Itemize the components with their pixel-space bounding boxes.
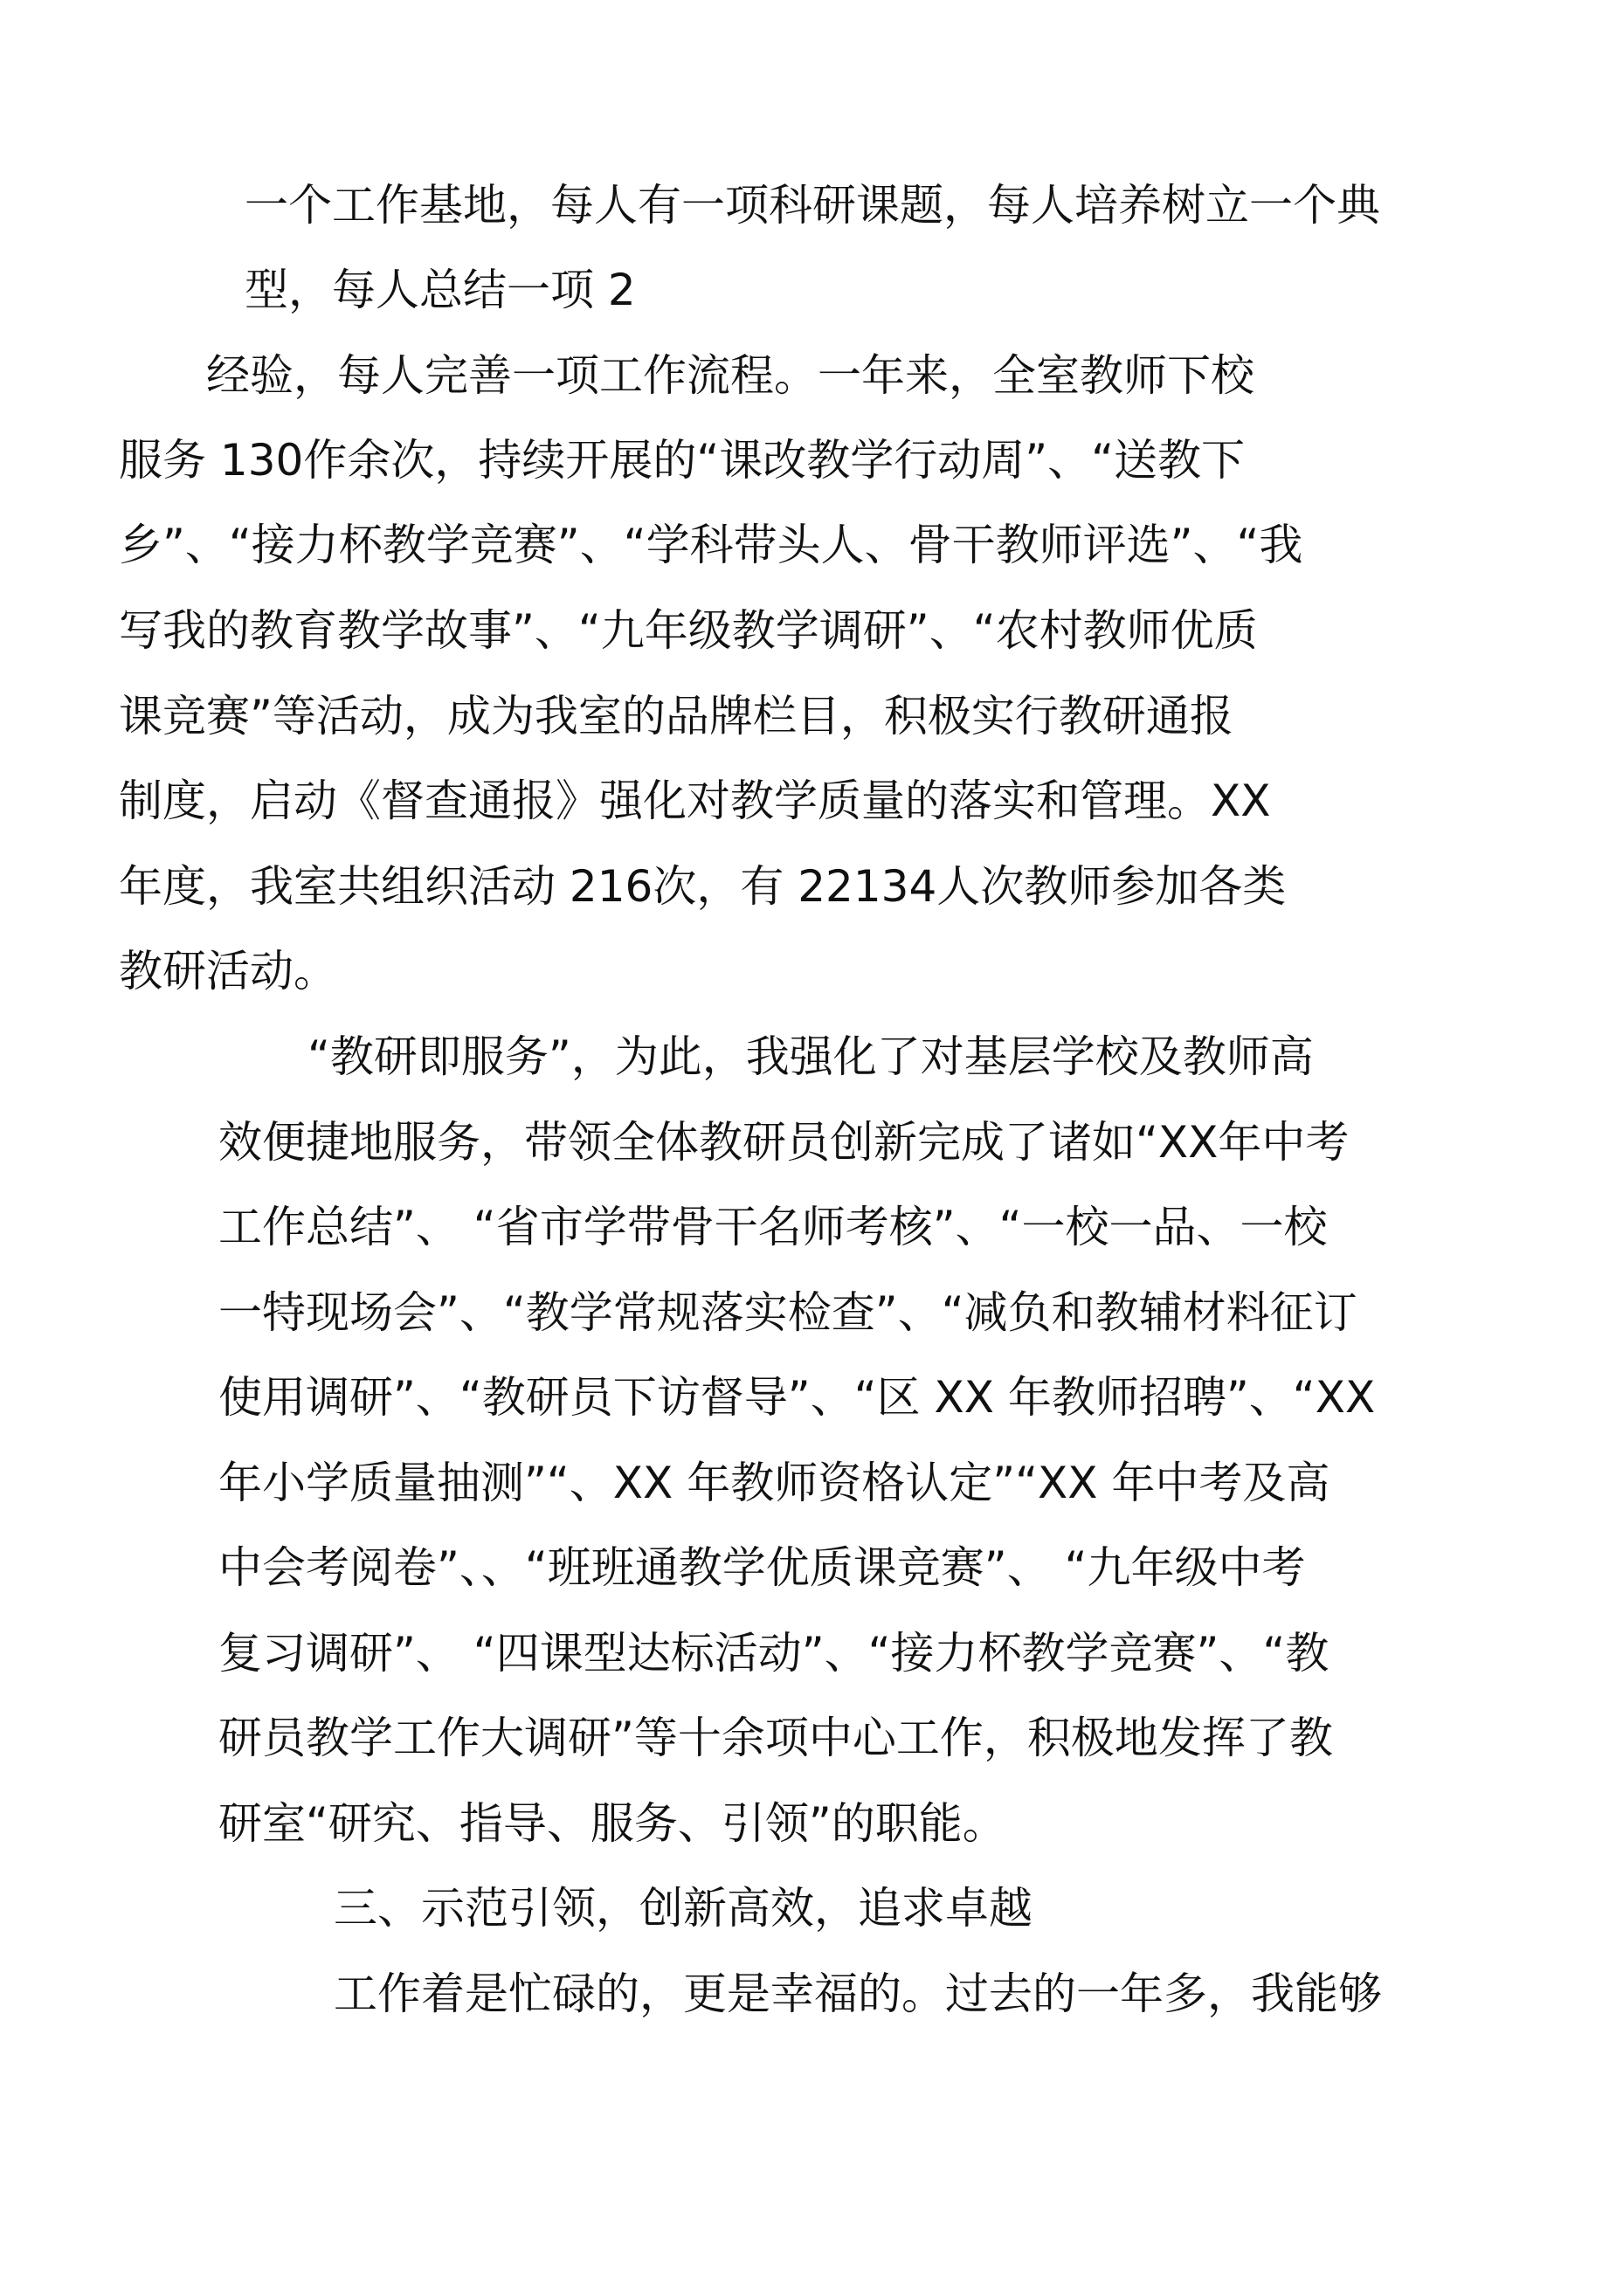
text-line-8: 制度，启动《督查通报》强化对教学质量的落实和管理。XX — [119, 776, 1271, 826]
section-heading: 三、示范引领，创新高效，追求卓越 — [334, 1883, 1033, 1934]
text-line-16: 年小学质量抽测”“、XX 年教师资格认定”“XX 年中考及高 — [218, 1458, 1330, 1508]
text-line-6: 写我的教育教学故事”、“九年级教学调研”、“农村教师优质 — [119, 605, 1258, 656]
text-line-13: 工作总结”、 “省市学带骨干名师考核”、“一校一品、一校 — [218, 1202, 1328, 1252]
text-line-5: 乡”、“接力杯教学竞赛”、“学科带头人、骨干教师评选”、“我 — [119, 520, 1303, 570]
text-line-4: 服务 130作余次，持续开展的“课改教学行动周”、“送教下 — [119, 435, 1246, 486]
text-line-19: 研员教学工作大调研”等十余项中心工作，积极地发挥了教 — [218, 1713, 1333, 1763]
text-line-10: 教研活动。 — [119, 946, 337, 996]
text-line-12: 效便捷地服务，带领全体教研员创新完成了诸如“XX年中考 — [218, 1117, 1350, 1168]
text-line-1: 一个工作基地，每人有一项科研课题，每人培养树立一个典 — [245, 180, 1380, 231]
text-line-3: 经验，每人完善一项工作流程。一年来，全室教师下校 — [206, 350, 1254, 401]
text-line-15: 使用调研”、“教研员下访督导”、“区 XX 年教师招聘”、“XX — [218, 1372, 1376, 1423]
text-line-17: 中会考阅卷”、、“班班通教学优质课竞赛”、 “九年级中考 — [218, 1542, 1306, 1593]
text-line-18: 复习调研”、 “四课型达标活动”、“接力杯教学竞赛”、“教 — [218, 1628, 1329, 1679]
text-line-22: 工作着是忙碌的，更是幸福的。过去的一年多，我能够 — [334, 1968, 1382, 2019]
text-line-11: “教研即服务”，为此，我强化了对基层学校及教师高 — [307, 1031, 1314, 1082]
text-line-14: 一特现场会”、“教学常规落实检查”、“减负和教辅材料征订 — [218, 1287, 1357, 1338]
text-line-7: 课竞赛”等活动，成为我室的品牌栏目，积极实行教研通报 — [119, 691, 1233, 741]
text-line-2: 型，每人总结一项 2 — [245, 265, 636, 315]
text-line-20: 研室“研究、指导、服务、引领”的职能。 — [218, 1798, 1006, 1849]
text-line-9: 年度，我室共组织活动 216次，有 22134人次教师参加各类 — [119, 861, 1287, 912]
